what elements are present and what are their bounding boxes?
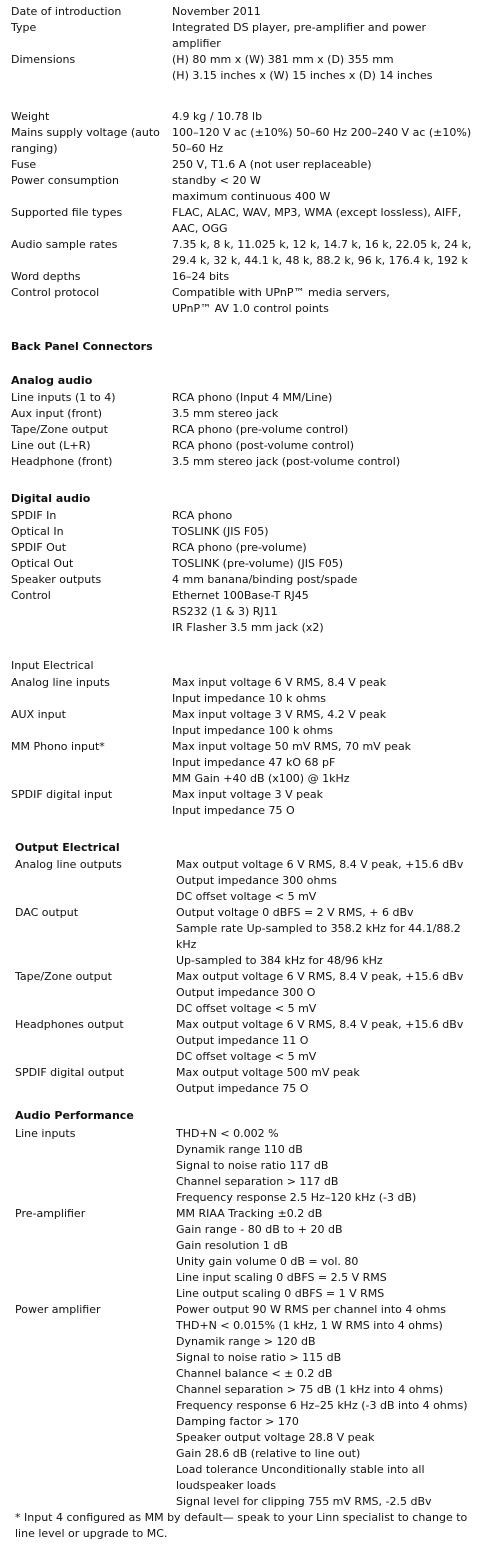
digital-audio-heading: Digital audio bbox=[11, 492, 91, 505]
spec-value bbox=[172, 588, 472, 636]
spec-label: Control bbox=[11, 589, 51, 602]
spec-value-line: Output impedance 300 O bbox=[176, 986, 316, 999]
spec-value-line: standby < 20 W bbox=[172, 174, 261, 187]
spec-value bbox=[172, 20, 472, 52]
spec-value-line: 29.4 k, 32 k, 44.1 k, 48 k, 88.2 k, 96 k, 176.4 k, 192 k bbox=[172, 254, 468, 267]
spec-label: Tape/Zone output bbox=[15, 970, 112, 983]
spec-value bbox=[172, 173, 472, 205]
spec-label-continued: ranging) bbox=[11, 142, 58, 155]
spec-value-line: Gain resolution 1 dB bbox=[176, 1239, 288, 1252]
spec-value-line: 3.5 mm stereo jack bbox=[172, 407, 279, 420]
spec-value-line: Max input voltage 50 mV RMS, 70 mV peak bbox=[172, 740, 412, 753]
spec-label: Control protocol bbox=[11, 286, 100, 299]
spec-value-line: Input impedance 75 O bbox=[172, 804, 295, 817]
spec-value-line: Output impedance 75 O bbox=[176, 1082, 309, 1095]
spec-value-line: maximum continuous 400 W bbox=[172, 190, 331, 203]
spec-value-line: Channel balance < ± 0.2 dB bbox=[176, 1367, 333, 1380]
spec-value-line: Signal to noise ratio 117 dB bbox=[176, 1159, 329, 1172]
spec-value-line: RCA phono bbox=[172, 509, 233, 522]
spec-value-line: Channel separation > 75 dB (1 kHz into 4 ohms) bbox=[176, 1383, 444, 1396]
spec-value-line: Max output voltage 6 V RMS, 8.4 V peak, +15.6 dBv bbox=[176, 858, 464, 871]
spec-label: SPDIF In bbox=[11, 509, 57, 522]
spec-label: Line inputs bbox=[15, 1127, 76, 1140]
spec-value bbox=[172, 390, 472, 406]
spec-value-line: Output voltage 0 dBFS = 2 V RMS, + 6 dBv bbox=[176, 906, 414, 919]
spec-value-line: Dynamik range > 120 dB bbox=[176, 1335, 316, 1348]
spec-label: Aux input (front) bbox=[11, 407, 103, 420]
spec-value-line: Power output 90 W RMS per channel into 4 ohms bbox=[176, 1303, 447, 1316]
spec-label: Date of introduction bbox=[11, 5, 122, 18]
spec-value bbox=[172, 739, 472, 787]
spec-value-line: Max output voltage 500 mV peak bbox=[176, 1066, 360, 1079]
spec-value-line: Max output voltage 6 V RMS, 8.4 V peak, +15.6 dBv bbox=[176, 1018, 464, 1031]
spec-value bbox=[176, 1302, 476, 1510]
spec-value-line: RCA phono (post-volume control) bbox=[172, 439, 355, 452]
spec-value-line: Output impedance 300 ohms bbox=[176, 874, 337, 887]
spec-label: Tape/Zone output bbox=[11, 423, 108, 436]
spec-label: Mains supply voltage (auto ranging) bbox=[11, 126, 160, 155]
spec-label: Optical Out bbox=[11, 557, 74, 570]
spec-label: Weight bbox=[11, 110, 50, 123]
spec-value-line: Speaker output voltage 28.8 V peak bbox=[176, 1431, 375, 1444]
spec-value bbox=[176, 1126, 476, 1206]
spec-value bbox=[172, 422, 472, 438]
spec-value-line: (H) 80 mm x (W) 381 mm x (D) 355 mm bbox=[172, 53, 394, 66]
spec-value bbox=[176, 1017, 476, 1065]
spec-label: Supported file types bbox=[11, 206, 123, 219]
spec-value-line: TOSLINK (pre-volume) (JIS F05) bbox=[172, 557, 344, 570]
spec-value bbox=[172, 454, 472, 470]
spec-label: Analog line outputs bbox=[15, 858, 122, 871]
spec-value-line: Sample rate Up-sampled to 358.2 kHz for 44.1/88.2 bbox=[176, 922, 461, 935]
spec-value-line: Max input voltage 3 V peak bbox=[172, 788, 324, 801]
spec-label: Dimensions bbox=[11, 53, 76, 66]
spec-label: Speaker outputs bbox=[11, 573, 102, 586]
spec-value-line: Output impedance 11 O bbox=[176, 1034, 309, 1047]
spec-value bbox=[176, 1065, 476, 1097]
spec-value-line: THD+N < 0.015% (1 kHz, 1 W RMS into 4 ohms) bbox=[176, 1319, 443, 1332]
spec-value-line: Signal to noise ratio > 115 dB bbox=[176, 1351, 342, 1364]
spec-value bbox=[172, 787, 472, 819]
spec-value-line: Gain range - 80 dB to + 20 dB bbox=[176, 1223, 343, 1236]
spec-value bbox=[172, 675, 472, 707]
analog-audio-heading: Analog audio bbox=[11, 374, 93, 387]
spec-value-line: November 2011 bbox=[172, 5, 261, 18]
spec-value-line: MM RIAA Tracking ±0.2 dB bbox=[176, 1207, 323, 1220]
spec-value-line: kHz bbox=[176, 938, 197, 951]
footnote: * Input 4 configured as MM by default— speak to your Linn specialist to change to line level or upgrade to MC. bbox=[15, 1511, 468, 1540]
spec-value bbox=[172, 4, 472, 20]
spec-label: MM Phono input* bbox=[11, 740, 105, 753]
spec-label: SPDIF Out bbox=[11, 541, 67, 554]
spec-value-line: IR Flasher 3.5 mm jack (x2) bbox=[172, 621, 324, 634]
spec-value bbox=[172, 237, 472, 269]
spec-label: DAC output bbox=[15, 906, 79, 919]
spec-value-line: RS232 (1 & 3) RJ11 bbox=[172, 605, 278, 618]
spec-value-line: Line output scaling 0 dBFS = 1 V RMS bbox=[176, 1287, 385, 1300]
spec-value bbox=[172, 406, 472, 422]
spec-label: Pre-amplifier bbox=[15, 1207, 86, 1220]
spec-value-line: 4 mm banana/binding post/spade bbox=[172, 573, 358, 586]
spec-value-line: UPnP™ AV 1.0 control points bbox=[172, 302, 329, 315]
spec-value bbox=[172, 524, 472, 540]
spec-value-line: Frequency response 6 Hz–25 kHz (-3 dB into 4 ohms) bbox=[176, 1399, 468, 1412]
spec-value-line: Max input voltage 6 V RMS, 8.4 V peak bbox=[172, 676, 387, 689]
output-electrical-heading: Output Electrical bbox=[15, 841, 120, 854]
spec-value-line: Max input voltage 3 V RMS, 4.2 V peak bbox=[172, 708, 387, 721]
spec-value-line: Integrated DS player, pre-amplifier and power bbox=[172, 21, 427, 34]
spec-value-line: DC offset voltage < 5 mV bbox=[176, 890, 317, 903]
spec-value-line: amplifier bbox=[172, 37, 221, 50]
spec-value-line: THD+N < 0.002 % bbox=[176, 1127, 279, 1140]
spec-value-line: 7.35 k, 8 k, 11.025 k, 12 k, 14.7 k, 16 k, 22.05 k, 24 k, bbox=[172, 238, 472, 251]
back-panel-heading: Back Panel Connectors bbox=[11, 340, 153, 353]
spec-value-line: AAC, OGG bbox=[172, 222, 228, 235]
spec-label: Fuse bbox=[11, 158, 37, 171]
spec-value-line: FLAC, ALAC, WAV, MP3, WMA (except lossless), AIFF, bbox=[172, 206, 462, 219]
spec-value-line: Line input scaling 0 dBFS = 2.5 V RMS bbox=[176, 1271, 387, 1284]
spec-value-line: RCA phono (pre-volume) bbox=[172, 541, 307, 554]
spec-value-line: Channel separation > 117 dB bbox=[176, 1175, 339, 1188]
spec-value-line: 3.5 mm stereo jack (post-volume control) bbox=[172, 455, 401, 468]
spec-value bbox=[172, 269, 472, 285]
spec-value-line: Up-sampled to 384 kHz for 48/96 kHz bbox=[176, 954, 383, 967]
spec-value-line: Dynamik range 110 dB bbox=[176, 1143, 303, 1156]
spec-value-line: loudspeaker loads bbox=[176, 1479, 276, 1492]
spec-label: Analog line inputs bbox=[11, 676, 110, 689]
spec-value bbox=[176, 969, 476, 1017]
spec-value-line: (H) 3.15 inches x (W) 15 inches x (D) 14 inches bbox=[172, 69, 433, 82]
spec-value bbox=[172, 438, 472, 454]
spec-value-line: Damping factor > 170 bbox=[176, 1415, 299, 1428]
spec-value bbox=[172, 157, 472, 173]
spec-label: Audio sample rates bbox=[11, 238, 118, 251]
spec-value-line: Compatible with UPnP™ media servers, bbox=[172, 286, 390, 299]
spec-value-line: Ethernet 100Base-T RJ45 bbox=[172, 589, 309, 602]
spec-label: SPDIF digital input bbox=[11, 788, 113, 801]
spec-value-line: Input impedance 10 k ohms bbox=[172, 692, 327, 705]
spec-label: SPDIF digital output bbox=[15, 1066, 125, 1079]
spec-value bbox=[176, 857, 476, 905]
spec-label: Headphones output bbox=[15, 1018, 124, 1031]
spec-label: Line out (L+R) bbox=[11, 439, 91, 452]
input-electrical-heading: Input Electrical bbox=[11, 659, 94, 672]
spec-label: Headphone (front) bbox=[11, 455, 113, 468]
spec-value-line: DC offset voltage < 5 mV bbox=[176, 1002, 317, 1015]
spec-value bbox=[172, 52, 472, 84]
spec-value bbox=[172, 556, 472, 572]
spec-value-line: Signal level for clipping 755 mV RMS, -2.5 dBv bbox=[176, 1495, 432, 1508]
spec-label: AUX input bbox=[11, 708, 66, 721]
spec-value-line: 16–24 bits bbox=[172, 270, 230, 283]
spec-value bbox=[176, 1206, 476, 1302]
spec-value bbox=[172, 109, 472, 125]
spec-value-line: Frequency response 2.5 Hz–120 kHz (-3 dB) bbox=[176, 1191, 417, 1204]
spec-value-line: Load tolerance Unconditionally stable into all bbox=[176, 1463, 425, 1476]
spec-value-line: MM Gain +40 dB (x100) @ 1kHz bbox=[172, 772, 350, 785]
spec-value-line: Input impedance 100 k ohms bbox=[172, 724, 334, 737]
spec-label: Power amplifier bbox=[15, 1303, 101, 1316]
spec-value-line: Gain 28.6 dB (relative to line out) bbox=[176, 1447, 361, 1460]
spec-value bbox=[172, 205, 472, 237]
spec-value bbox=[176, 905, 476, 969]
spec-value-line: 100–120 V ac (±10%) 50–60 Hz 200–240 V ac (±10%) bbox=[172, 126, 472, 139]
spec-value bbox=[172, 508, 472, 524]
spec-value bbox=[172, 285, 472, 317]
spec-value-line: RCA phono (Input 4 MM/Line) bbox=[172, 391, 333, 404]
spec-value-line: TOSLINK (JIS F05) bbox=[172, 525, 269, 538]
spec-label: Word depths bbox=[11, 270, 81, 283]
spec-value bbox=[172, 707, 472, 739]
audio-performance-heading: Audio Performance bbox=[15, 1109, 134, 1122]
spec-value bbox=[172, 125, 472, 157]
spec-value-line: Unity gain volume 0 dB = vol. 80 bbox=[176, 1255, 359, 1268]
spec-value bbox=[172, 540, 472, 556]
spec-label: Power consumption bbox=[11, 174, 119, 187]
spec-value-line: 250 V, T1.6 A (not user replaceable) bbox=[172, 158, 372, 171]
spec-value-line: RCA phono (pre-volume control) bbox=[172, 423, 349, 436]
spec-value-line: 4.9 kg / 10.78 lb bbox=[172, 110, 263, 123]
spec-value-line: DC offset voltage < 5 mV bbox=[176, 1050, 317, 1063]
spec-label: Line inputs (1 to 4) bbox=[11, 391, 116, 404]
spec-value-line: Max output voltage 6 V RMS, 8.4 V peak, +15.6 dBv bbox=[176, 970, 464, 983]
spec-value bbox=[172, 572, 472, 588]
spec-label: Type bbox=[11, 21, 37, 34]
spec-label: Optical In bbox=[11, 525, 64, 538]
spec-value-line: 50–60 Hz bbox=[172, 142, 224, 155]
spec-value-line: Input impedance 47 kO 68 pF bbox=[172, 756, 336, 769]
